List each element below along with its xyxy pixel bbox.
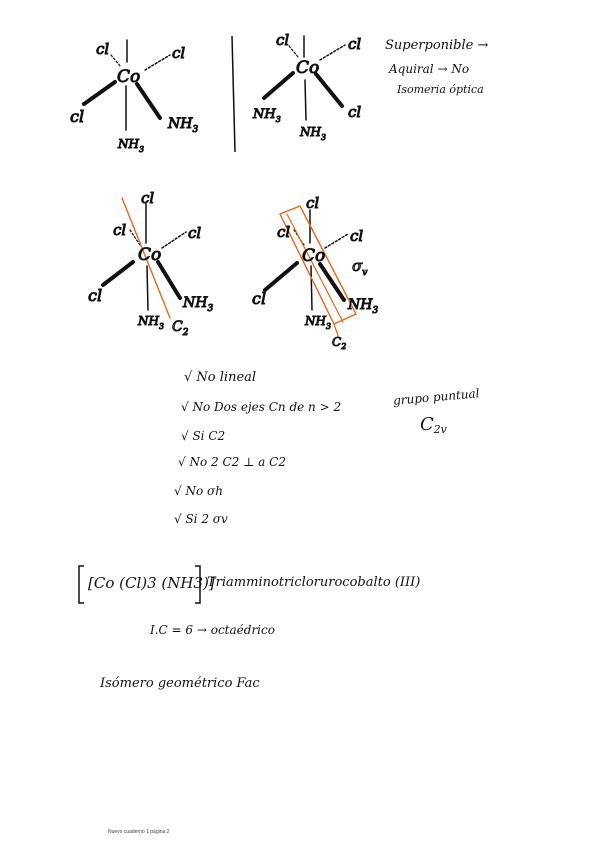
- cl-label: cl: [348, 103, 362, 121]
- nh3-label: $NH_3$: [305, 314, 332, 331]
- cl-label: cl: [172, 44, 186, 62]
- nh3-label: $NH_3$: [300, 125, 327, 142]
- cl-label: cl: [306, 194, 320, 212]
- formula-text: [Co (Cl)3 (NH3)]: [88, 574, 215, 592]
- note-superponible: Superponible →: [385, 38, 489, 53]
- point-group-value: $C_{2v}$: [420, 414, 447, 437]
- c2-label: $C_2$: [172, 319, 189, 338]
- molecule-1: [70, 40, 198, 154]
- checklist-item: √ No Dos ejes Cn de n > 2: [181, 400, 342, 414]
- cobalt-label: Co: [296, 58, 320, 78]
- cl-label: cl: [276, 31, 290, 49]
- cl-label: cl: [113, 221, 127, 239]
- divider-line: [232, 36, 235, 152]
- nh3-label: $NH_3$: [168, 116, 199, 135]
- isomer-note: Isómero geométrico Fac: [100, 676, 260, 691]
- coordination-index: I.C = 6 → octaédrico: [150, 623, 275, 637]
- c2-label: $C_2$: [332, 335, 347, 351]
- cobalt-label: Co: [138, 245, 162, 265]
- cobalt-label: Co: [117, 67, 141, 87]
- molecule-2: [252, 31, 361, 142]
- cl-label: cl: [70, 107, 85, 126]
- checklist-item: √ Si 2 σv: [174, 512, 228, 526]
- molecule-3: [88, 189, 213, 338]
- compound-name: Triamminotriclorurocobalto (III): [207, 575, 421, 590]
- checklist-item: √ No σh: [174, 484, 223, 498]
- nh3-label: $NH_3$: [138, 314, 165, 331]
- cl-label: cl: [252, 289, 267, 308]
- c2-axis-line: [287, 214, 343, 322]
- cl-label: cl: [348, 35, 362, 53]
- checklist-item: √ No lineal: [184, 370, 257, 385]
- checklist-item: √ Si C2: [181, 429, 226, 443]
- cl-label: cl: [96, 40, 110, 58]
- checklist-item: √ No 2 C2 ⊥ a C2: [178, 455, 286, 469]
- cl-label: cl: [188, 224, 202, 242]
- point-group-label: grupo puntual: [392, 386, 481, 408]
- nh3-label: $NH_3$: [253, 107, 281, 124]
- note-aquiral: Aquiral → No: [389, 62, 470, 76]
- cl-label: cl: [88, 286, 103, 305]
- cl-label: cl: [277, 223, 291, 241]
- cl-label: cl: [350, 227, 364, 245]
- nh3-label: $NH_3$: [118, 137, 145, 154]
- molecule-4: [252, 194, 378, 351]
- cl-label: cl: [141, 189, 155, 207]
- sigma-v-label: $\sigma_v$: [352, 257, 368, 278]
- note-isomeria: Isomeria óptica: [397, 83, 484, 96]
- nh3-label: $NH_3$: [183, 295, 214, 314]
- page-footer: Nuevo cuaderno 1 página 2: [108, 829, 170, 835]
- cobalt-label: Co: [302, 246, 326, 266]
- nh3-label: $NH_3$: [348, 297, 379, 316]
